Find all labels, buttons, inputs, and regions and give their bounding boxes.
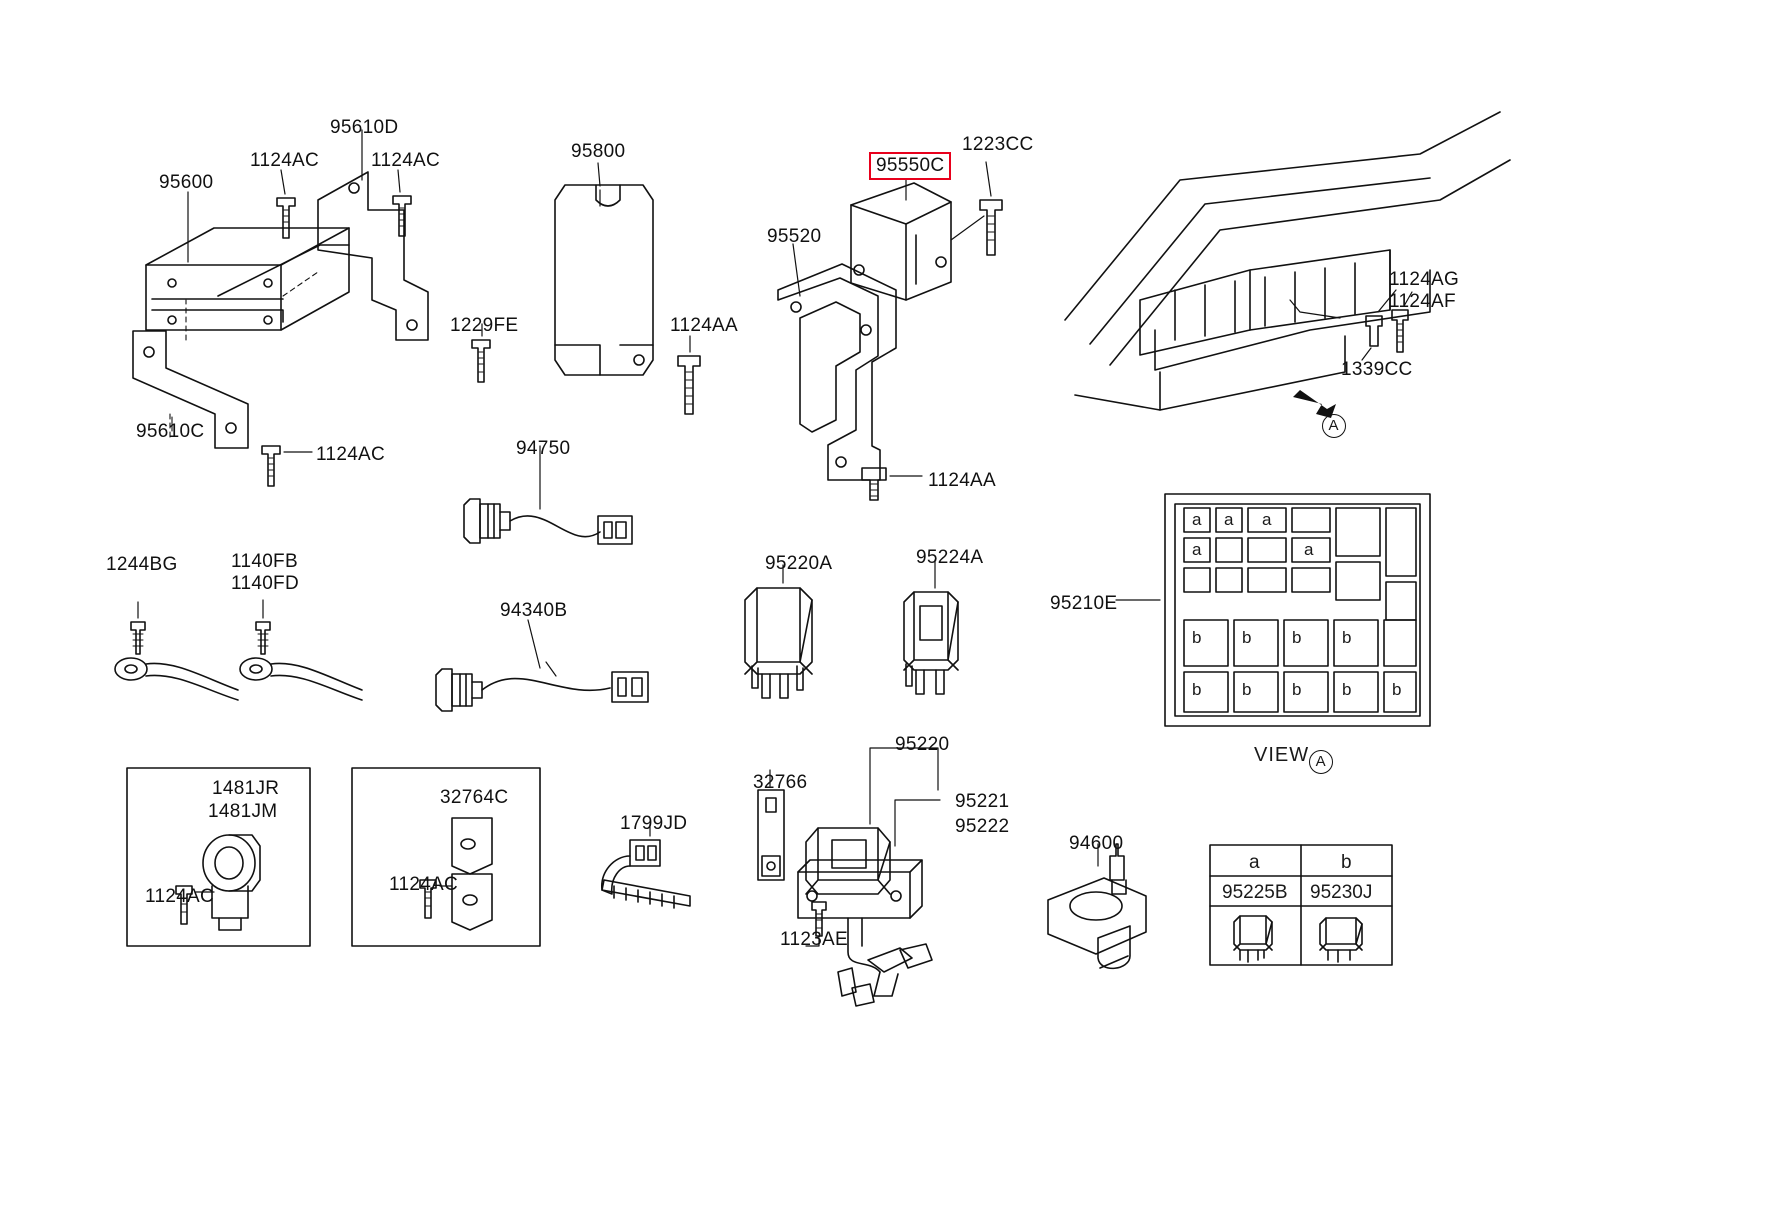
part-label-1124ac-3[interactable]: 1124AC <box>316 444 386 465</box>
part-label-1481jm[interactable]: 1481JM <box>208 801 278 822</box>
part-label-95222[interactable]: 95222 <box>955 816 1010 837</box>
part-label-95224a[interactable]: 95224A <box>916 547 984 568</box>
fuse-marker-b-2: b <box>1242 628 1252 647</box>
view-caption <box>1254 744 1333 774</box>
fuse-marker-b-4: b <box>1342 628 1352 647</box>
part-label-1124ac-2[interactable]: 1124AC <box>371 150 441 171</box>
part-label-1799jd[interactable]: 1799JD <box>620 813 688 834</box>
legend-header-b: b <box>1341 852 1352 873</box>
part-label-95520[interactable]: 95520 <box>767 226 822 247</box>
part-label-1124ac-1[interactable]: 1124AC <box>250 150 320 171</box>
part-label-32764c[interactable]: 32764C <box>440 787 509 808</box>
part-label-1244bg[interactable]: 1244BG <box>106 554 178 575</box>
part-label-1124ag[interactable]: 1124AG <box>1389 269 1460 290</box>
part-label-95210e[interactable]: 95210E <box>1050 593 1118 614</box>
fuse-marker-b-6: b <box>1242 680 1252 699</box>
fuse-marker-a-3: a <box>1262 510 1272 529</box>
part-label-1481jr[interactable]: 1481JR <box>212 778 280 799</box>
part-label-1140fb[interactable]: 1140FB <box>231 551 298 572</box>
legend-header-a: a <box>1249 852 1260 873</box>
fuse-marker-b-5: b <box>1192 680 1202 699</box>
fuse-marker-a-1: a <box>1192 510 1202 529</box>
fuse-marker-a-4: a <box>1192 540 1202 559</box>
part-label-95550c[interactable]: 95550C <box>869 152 951 180</box>
fuse-marker-b-9: b <box>1392 680 1402 699</box>
legend-part-95225b[interactable]: 95225B <box>1222 882 1288 903</box>
part-label-1229fe[interactable]: 1229FE <box>450 315 519 336</box>
part-label-1123ae[interactable]: 1123AE <box>780 929 849 950</box>
callout-marker-a: A <box>1322 414 1346 438</box>
part-label-1223cc[interactable]: 1223CC <box>962 134 1034 155</box>
part-label-1124af[interactable]: 1124AF <box>1389 291 1456 312</box>
part-label-94750[interactable]: 94750 <box>516 438 571 459</box>
part-label-1339cc[interactable]: 1339CC <box>1341 359 1413 380</box>
part-label-95800[interactable]: 95800 <box>571 141 626 162</box>
part-label-1124aa-1[interactable]: 1124AA <box>670 315 739 336</box>
part-label-95220[interactable]: 95220 <box>895 734 950 755</box>
fuse-marker-a-5: a <box>1304 540 1314 559</box>
part-label-95221[interactable]: 95221 <box>955 791 1010 812</box>
view-arrow-marker <box>1322 408 1346 438</box>
fuse-marker-b-1: b <box>1192 628 1202 647</box>
part-label-1124aa-2[interactable]: 1124AA <box>928 470 997 491</box>
fuse-marker-b-8: b <box>1342 680 1352 699</box>
part-label-95610c[interactable]: 95610C <box>136 421 205 442</box>
view-caption-text: VIEW <box>1254 744 1310 766</box>
fuse-marker-a-2: a <box>1224 510 1234 529</box>
fuse-marker-b-7: b <box>1292 680 1302 699</box>
part-label-95600[interactable]: 95600 <box>159 172 214 193</box>
part-label-94600[interactable]: 94600 <box>1069 833 1124 854</box>
legend-part-95230j[interactable]: 95230J <box>1310 882 1373 903</box>
part-label-1140fd[interactable]: 1140FD <box>231 573 299 594</box>
fuse-marker-b-3: b <box>1292 628 1302 647</box>
part-label-95610d[interactable]: 95610D <box>330 117 399 138</box>
part-label-1124ac-4[interactable]: 1124AC <box>145 886 215 907</box>
part-label-1124ac-5[interactable]: 1124AC <box>389 874 459 895</box>
part-label-95220a[interactable]: 95220A <box>765 553 833 574</box>
view-marker-a: A <box>1309 750 1333 774</box>
part-label-94340b[interactable]: 94340B <box>500 600 568 621</box>
part-label-32766[interactable]: 32766 <box>753 772 808 793</box>
